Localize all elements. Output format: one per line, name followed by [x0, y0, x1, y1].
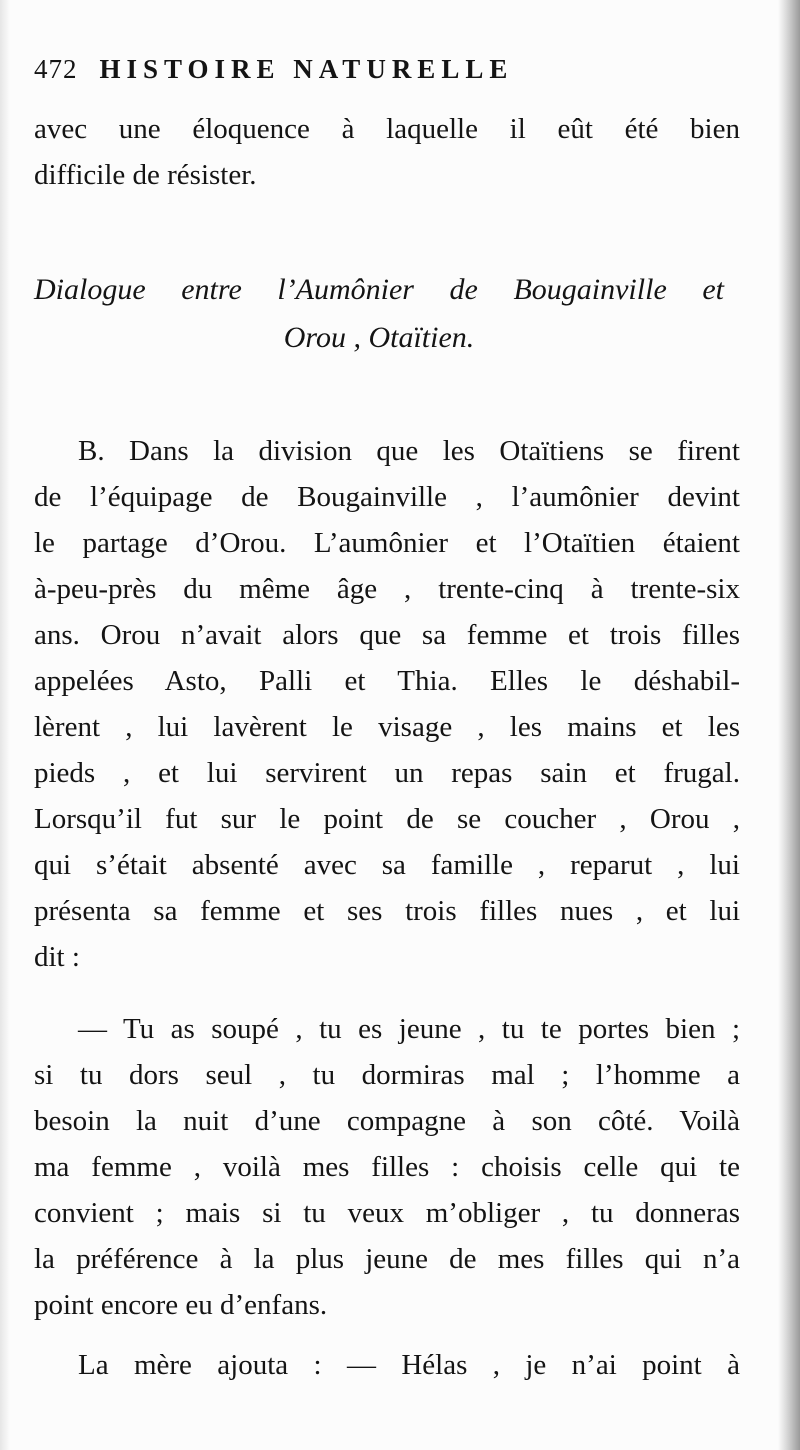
text-line: lèrent , lui lavèrent le visage , les mains et les — [34, 711, 740, 743]
intro-text — [34, 106, 740, 198]
text-line: convient ; mais si tu veux m’obliger , tu donneras — [34, 1197, 740, 1229]
text-line: ma femme , voilà mes filles : choisis celle qui te — [34, 1151, 740, 1183]
text-line: qui s’était absenté avec sa famille , reparut , lui — [34, 849, 740, 881]
text-line: appelées Asto, Palli et Thia. Elles le déshabil- — [34, 665, 740, 697]
page-edge-left — [0, 0, 10, 1450]
heading-line-2: Orou , Otaïtien. — [283, 321, 475, 354]
dialogue-heading — [34, 266, 724, 362]
text-line: pieds , et lui servirent un repas sain et frugal. — [34, 757, 740, 789]
text-line: la préférence à la plus jeune de mes filles qui n’a — [34, 1243, 740, 1275]
text-line: le partage d’Orou. L’aumônier et l’Otaïtien étaient — [34, 527, 740, 559]
text-line: dit : — [34, 941, 80, 973]
text-line: si tu dors seul , tu dormiras mal ; l’homme a — [34, 1059, 740, 1091]
text-line: point encore eu d’enfans. — [34, 1289, 328, 1321]
text-line: besoin la nuit d’une compagne à son côté. Voilà — [34, 1105, 740, 1137]
text-line: B. Dans la division que les Otaïtiens se firent — [78, 435, 740, 467]
text-line: avec une éloquence à laquelle il eût été bien — [34, 113, 740, 145]
text-line: de l’équipage de Bougainville , l’aumônier devint — [34, 481, 740, 513]
paragraph-1 — [34, 428, 740, 980]
text-line: présenta sa femme et ses trois filles nues , et lui — [34, 895, 740, 927]
text-line: La mère ajouta : — Hélas , je n’ai point à — [78, 1349, 740, 1381]
running-title: HISTOIRE NATURELLE — [99, 54, 514, 84]
heading-line-1: Dialogue entre l’Aumônier de Bougainville et — [34, 273, 724, 306]
text-line: difficile de résister. — [34, 159, 257, 191]
page-edge-right — [778, 0, 800, 1450]
running-head — [34, 54, 734, 85]
text-line: Lorsqu’il fut sur le point de se coucher , Orou , — [34, 803, 740, 835]
text-line: ans. Orou n’avait alors que sa femme et trois filles — [34, 619, 740, 651]
paragraph-3 — [34, 1342, 740, 1388]
text-line: à-peu-près du même âge , trente-cinq à trente-six — [34, 573, 740, 605]
text-line: — Tu as soupé , tu es jeune , tu te portes bien ; — [78, 1013, 740, 1045]
paragraph-2 — [34, 1006, 740, 1328]
page-number: 472 — [34, 54, 78, 84]
